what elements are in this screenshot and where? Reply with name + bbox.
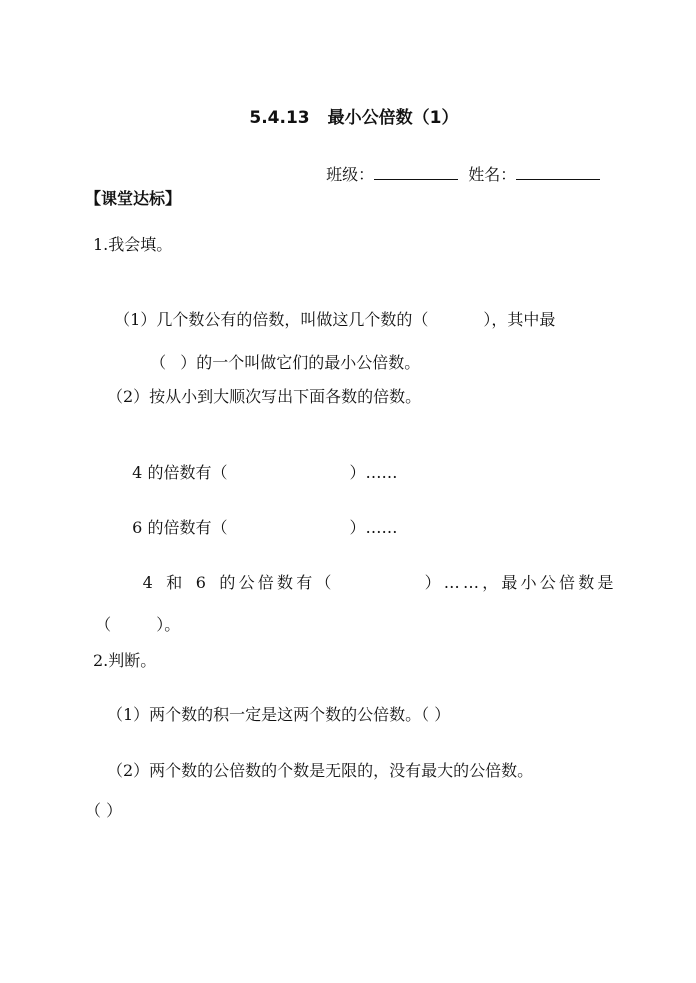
q2-statement-2-paren[interactable]: （ ） <box>85 801 123 820</box>
multiples-of-4: 4 的倍数有（ ）…… <box>132 463 398 482</box>
multiples-of-6: 6 的倍数有（ ）…… <box>132 518 398 537</box>
section-heading: 【课堂达标】 <box>85 189 182 208</box>
name-label: 姓名： <box>468 165 517 184</box>
question-2-heading: 2.判断。 <box>93 651 157 670</box>
class-field[interactable] <box>374 163 458 180</box>
q2-statement-1: （1）两个数的积一定是这两个数的公倍数。（ ） <box>107 705 451 724</box>
common-multiples-cont: （ ）。 <box>95 615 181 634</box>
q2-statement-2: （2）两个数的公倍数的个数是无限的，没有最大的公倍数。 <box>107 761 534 780</box>
common-multiples: 4 和 6 的公倍数有（ ）……，最小公倍数是 <box>142 573 617 592</box>
q1-part1-line2: （ ）的一个叫做它们的最小公倍数。 <box>150 353 421 372</box>
lesson-name: 最小公倍数（1） <box>327 108 459 128</box>
q1-part1-line1: （1）几个数公有的倍数，叫做这几个数的（ ），其中最 <box>114 310 556 329</box>
q1-part2: （2）按从小到大顺次写出下面各数的倍数。 <box>107 387 422 406</box>
name-field[interactable] <box>516 163 600 180</box>
question-1-heading: 1.我会填。 <box>93 235 173 254</box>
lesson-number: 5.4.13 <box>249 108 310 128</box>
page-title <box>0 88 696 128</box>
student-info <box>316 143 600 185</box>
class-label: 班级： <box>326 165 375 184</box>
